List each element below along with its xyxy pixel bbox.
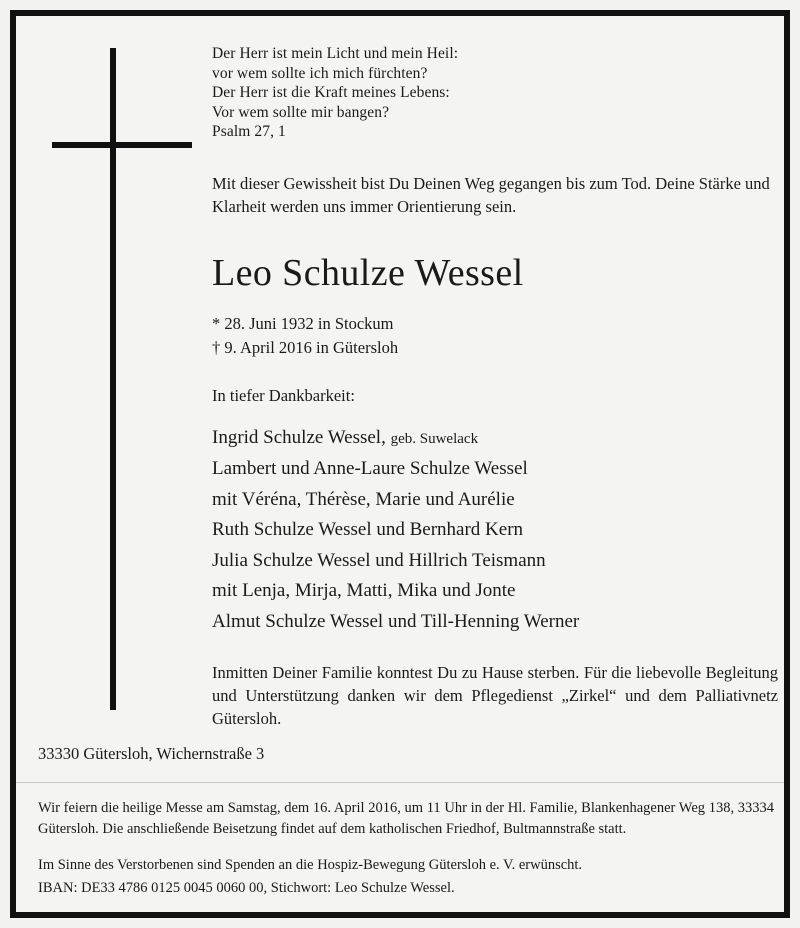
- psalm-line-3: Der Herr ist die Kraft meines Lebens:: [212, 84, 450, 101]
- list-item: [212, 485, 778, 516]
- family-member-name: Julia Schulze Wessel und Hillrich Teismann: [212, 549, 546, 571]
- list-item: [212, 607, 778, 638]
- mass-info: Wir feiern die heilige Messe am Samstag, dem 16. April 2016, um 11 Uhr in der Hl. Familie, Blankenhagener Weg 138, 33334 Gütersloh. Die anschließende Beisetzung findet auf dem katholischen Friedhof, Bultmannstraße statt.: [38, 800, 774, 837]
- family-list: [212, 423, 778, 638]
- iban-info: IBAN: DE33 4786 0125 0045 0060 00, Stichwort: Leo Schulze Wessel.: [38, 880, 455, 896]
- deceased-dates: [212, 312, 778, 360]
- psalm-reference: Psalm 27, 1: [212, 123, 286, 140]
- family-member-name: mit Lenja, Mirja, Matti, Mika und Jonte: [212, 580, 516, 601]
- thanks-label: In tiefer Dankbarkeit:: [212, 385, 355, 405]
- psalm-quote: [212, 44, 778, 142]
- family-member-name: Ruth Schulze Wessel und Bernhard Kern: [212, 519, 524, 540]
- psalm-line-1: Der Herr ist mein Licht und mein Heil:: [212, 45, 459, 62]
- list-item: [212, 515, 778, 546]
- family-member-name: Ingrid Schulze Wessel,: [212, 426, 391, 448]
- donation-info: Im Sinne des Verstorbenen sind Spenden an die Hospiz-Bewegung Gütersloh e. V. erwünscht.: [38, 857, 583, 873]
- notice-text-column: [212, 44, 778, 730]
- lead-paragraph: Mit dieser Gewissheit bist Du Deinen Weg gegangen bis zum Tod. Deine Stärke und Klarheit werden uns immer Orientierung sein.: [212, 173, 770, 216]
- obituary-notice-card: [10, 10, 790, 918]
- list-item: [212, 454, 778, 485]
- psalm-line-4: Vor wem sollte mir bangen?: [212, 103, 390, 121]
- family-member-name: Lambert und Anne-Laure Schulze Wessel: [212, 458, 528, 479]
- divider: [16, 782, 784, 783]
- family-member-name: Almut Schulze Wessel und Till-Henning Werner: [212, 610, 580, 632]
- death-date: † 9. April 2016 in Gütersloh: [212, 337, 399, 357]
- address-line: 33330 Gütersloh, Wichernstraße 3: [38, 744, 265, 763]
- cross-icon: [38, 34, 198, 724]
- closing-paragraph: Inmitten Deiner Familie konntest Du zu Hause sterben. Für die liebevolle Begleitung und Unterstützung danken wir dem Pflegedienst „Zirkel“ und dem Palliativnetz Gütersloh.: [212, 663, 778, 728]
- family-member-suffix: geb. Suwelack: [390, 430, 479, 447]
- birth-date: * 28. Juni 1932 in Stockum: [212, 313, 394, 333]
- psalm-line-2: vor wem sollte ich mich fürchten?: [212, 64, 428, 82]
- list-item: [212, 423, 778, 455]
- list-item: [212, 576, 778, 607]
- footer-section: [38, 798, 774, 899]
- deceased-name: Leo Schulze Wessel: [212, 251, 524, 294]
- notice-inner: [16, 16, 784, 912]
- cross-horizontal-bar: [52, 142, 192, 148]
- list-item: [212, 546, 778, 577]
- family-member-name: mit Véréna, Thérèse, Marie und Aurélie: [212, 488, 515, 510]
